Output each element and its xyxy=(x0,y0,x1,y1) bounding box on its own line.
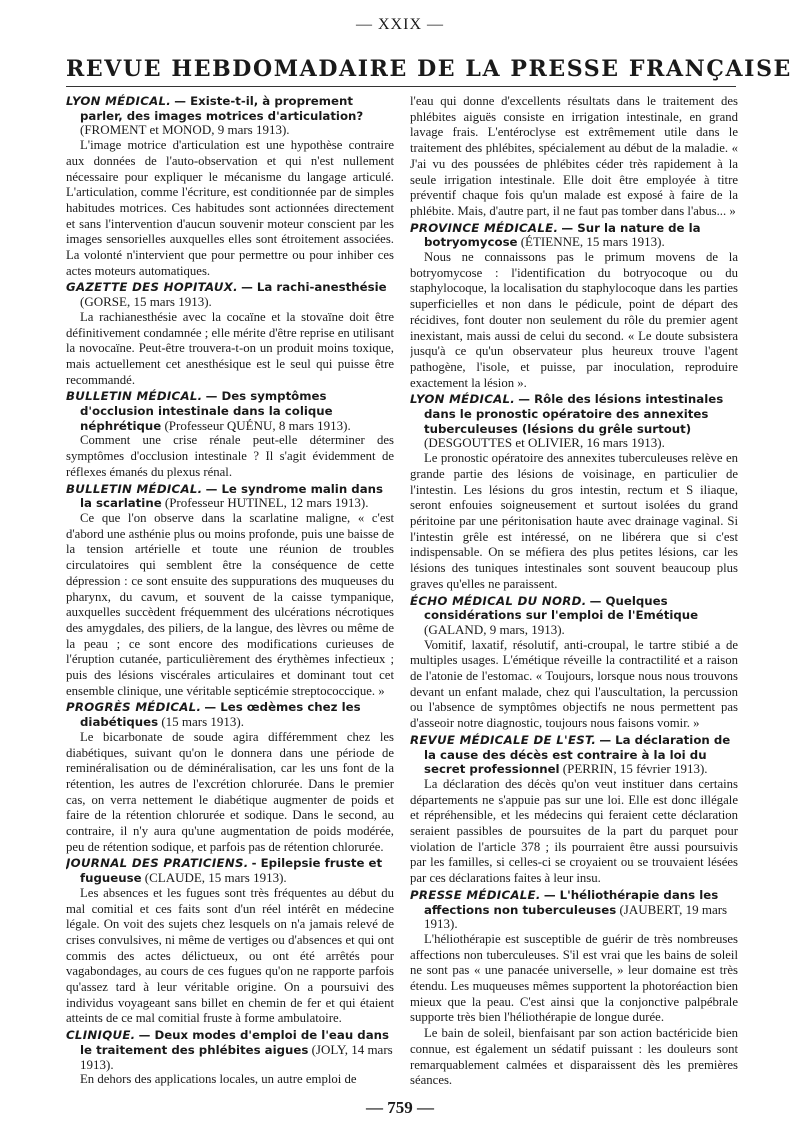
journal-source: JOURNAL DES PRATICIENS. xyxy=(66,856,249,871)
article-body: Les absences et les fugues sont très fréquentes au début du mal comitial et ces faits sont d'un réel intérêt en médecine légale. On voit des sujets chez lesquels on n'a jamais relevé de crises convulsives, ni même de vertiges ou d'absences et qui ont commis des actes délictueux, ou ont été arrêtés pour vagabondages, au cours de ces fugues qu'on ne rapporte parfois qu'assez tard à leur véritable origine. On a poursuivi des individus voyageant sans billet en chemin de fer et qui étaient atteints de ce mal comitial fruste à forme ambulatoire. xyxy=(66,885,394,1026)
article-heading xyxy=(66,280,394,309)
journal-source: PROVINCE MÉDICALE. xyxy=(410,220,559,235)
article-body: En dehors des applications locales, un autre emploi de xyxy=(80,1072,357,1087)
article-heading xyxy=(66,1028,394,1072)
article-body: Vomitif, laxatif, résolutif, anti-croupal, le tartre stibié a de multiples usages. L'émétique réveille la contractilité et a raison de l'atonie de l'estomac. « Toujours, lorsque nous nous trouvons devant un enfant malade, chez qui l'auscultation, la percussion ou l'absence de symptômes objectifs ne nous permettent pas d'asseoir notre diagnostic, toujours nous faisons vomir. » xyxy=(410,637,738,731)
article-heading xyxy=(66,389,394,433)
right-column xyxy=(410,94,738,1094)
article-heading xyxy=(410,392,738,451)
article-reference: (ÉTIENNE, 15 mars 1913). xyxy=(520,234,665,250)
journal-source: ÉCHO MÉDICAL DU NORD. xyxy=(410,593,587,608)
article-body: La déclaration des décès qu'on veut instituer dans certains départements ne s'appuie pas sur une loi. Elle est donc illégale et répréhensible, et les médecins qui feraient cette déclaration seraient passibles de poursuites de la part du parquet pour violation de l'article 378 ; ils pourraient être aussi poursuivis par les familles, si celles-ci se croyaient ou se trouvaient lésées par ces déclarations faites à leur insu. xyxy=(410,776,738,886)
article-entry xyxy=(66,389,394,480)
article-body: Le pronostic opératoire des annexites tuberculeuses relève en grande partie des lésions de voisinage, en particulier de l'intestin. Les lésions du gros intestin, rectum et S iliaque, seront enfouies soigneusement et surtout isolées du grand péritoine par une péritonisation haute avec drainage vaginal. Si l'intestin grêle est intéressé, on ne libérera que si c'est indispensable. On se méfiera des plus petites lésions, car les lésions des tuniques intestinales sont souvent beaucoup plus graves qu'elles ne paraissent. xyxy=(410,451,738,591)
article-reference: (DESGOUTTES et OLIVIER, 16 mars 1913). xyxy=(424,435,665,451)
article-entry xyxy=(410,392,738,592)
journal-source: PROGRÈS MÉDICAL. xyxy=(66,700,202,715)
article-entry xyxy=(410,888,738,1089)
article-title: — Quelques considérations sur l'emploi de l'Emétique xyxy=(424,593,699,623)
article-title: — Les œdèmes chez les diabétiques xyxy=(80,700,361,730)
article-reference: (GALAND, 9 mars, 1913). xyxy=(424,621,565,637)
page-number: — 759 — xyxy=(366,1098,434,1117)
article-entry xyxy=(66,700,394,855)
journal-source: BULLETIN MÉDICAL. xyxy=(66,389,203,404)
article-body: Nous ne connaissons pas le primum movens de la botryomycose : l'identification du botryocoque ou du staphylocoque, la localisation du staphylocoque dans les parties superficielles et non dans le pédicule, point de départ des récidives, font douter non seulement du rôle du premier agent inexistant, mais aussi de celui du second. « Le doute subsistera jusqu'à ce qu'un observateur plus heureux trouve l'agent pathogène, l'isole, et puisse, par inoculation, reproduire exactement la lésion ». xyxy=(410,250,738,390)
article-body-paragraph: Le bain de soleil, bienfaisant par son action bactéricide bien connue, est également un sédatif puissant : les douleurs sont remarquablement calmées et disparaissent dès les premières séances. xyxy=(410,1026,738,1088)
article-entry xyxy=(66,280,394,388)
article-reference: (PERRIN, 15 février 1913). xyxy=(562,761,708,777)
journal-source: REVUE MÉDICALE DE L'EST. xyxy=(410,732,597,747)
article-entry xyxy=(410,94,738,220)
article-heading xyxy=(66,94,394,138)
article-entry xyxy=(66,94,394,279)
article-body: Comment une crise rénale peut-elle déterminer des symptômes d'occlusion intestinale ? Il s'agit évidemment de réflexes émanés du plexus rénal. xyxy=(66,433,394,479)
journal-source: LYON MÉDICAL. xyxy=(66,94,172,108)
article-heading xyxy=(410,733,738,777)
page-number-roman: — XXIX — xyxy=(356,16,444,33)
article-body: Ce que l'on observe dans la scarlatine maligne, « c'est d'abord une asthénie plus ou moins profonde, puis une baisse de la tension artérielle et toute une réunion de troubles circulatoires qui semblent être la conséquence de cette dépression : ce sont ensuite des suppurations des muqueuses du pharynx, du cavum, et souvent de la caisse tympanique, auxquelles succèdent fréquemment des ulcérations nécrotiques des amygdales, des piliers, de la langue, des lèvres ou même de la peau ; ce sont encore des modifications curieuses de l'éruption cutanée, particulièrement des érythèmes infectieux ; puis des lésions viscérales articulaires et dominant tout cet ensemble clinique, une véritable septicémie streptococcique. » xyxy=(66,510,394,698)
article-entry xyxy=(66,482,394,700)
article-reference: (Professeur QUÉNU, 8 mars 1913). xyxy=(164,417,351,433)
journal-source: BULLETIN MÉDICAL. xyxy=(66,481,203,496)
article-title: — Sur la nature de la botryomycose xyxy=(424,220,701,250)
journal-source: PRESSE MÉDICALE. xyxy=(410,887,541,902)
article-heading xyxy=(66,856,394,885)
journal-source: CLINIQUE. xyxy=(66,1028,136,1043)
article-reference: (CLAUDE, 15 mars 1913). xyxy=(144,870,287,886)
journal-source: GAZETTE DES HOPITAUX. xyxy=(66,280,238,295)
masthead-rule xyxy=(66,86,736,87)
journal-source: LYON MÉDICAL. xyxy=(410,392,516,407)
article-body: L'héliothérapie est susceptible de guérir de très nombreuses affections non tuberculeuses. S'il est vrai que les bains de soleil ne sont pas « une panacée universelle, » leur domaine est très étendu. Les muqueuses mêmes supportent la photoréaction bien mieux que la peau. C'est ainsi que la conjonctive palpébrale supporte très bien l'héliothérapie de longue durée. xyxy=(410,931,738,1025)
article-entry xyxy=(66,1028,394,1088)
article-title: - Epilepsie fruste et fugueuse xyxy=(80,856,383,886)
article-title: — Existe-t-il, à proprement parler, des images motrices d'articulation? xyxy=(80,94,364,123)
article-reference: (GORSE, 15 mars 1913). xyxy=(80,294,212,310)
article-heading xyxy=(410,221,738,250)
article-entry xyxy=(410,221,738,392)
article-title: — Des symptômes d'occlusion intestinale dans la colique néphrétique xyxy=(80,389,333,433)
article-reference: (JAUBERT, 19 mars 1913). xyxy=(424,901,728,932)
article-heading xyxy=(410,888,738,932)
article-heading xyxy=(410,594,738,638)
article-body: Le bicarbonate de soude agira différemment chez les diabétiques, suivant qu'on le donnera dans une période de reminéralisation ou de déminéralisation, car les uns font de la rétention, les autres de l'excrétion chlorurée. Dans le premier cas, on verra nettement le diabétique augmenter de poids et faire de la rétention chlorurée et sodique. Dans le second, au contraire, il n'y aura qu'une augmentation de poids modérée, peu de rétention sodique, et parfois pas de rétention chlorurée. xyxy=(66,729,394,854)
article-title: — Rôle des lésions intestinales dans le pronostic opératoire des annexites tuberculeuses (lésions du grêle surtout) xyxy=(424,392,724,436)
article-heading xyxy=(66,482,394,511)
article-title: — L'héliothérapie dans les affections non tuberculeuses xyxy=(424,887,719,917)
article-entry xyxy=(66,856,394,1027)
article-title: — Deux modes d'emploi de l'eau dans le traitement des phlébites aigues xyxy=(80,1028,389,1057)
article-reference: (JOLY, 14 mars 1913). xyxy=(80,1041,393,1072)
article-title: — La déclaration de la cause des décès est contraire à la loi du secret professionnel xyxy=(424,732,731,777)
article-body: L'image motrice d'articulation est une hypothèse contraire aux données de l'auto-observation et qui n'est nullement nécessaire pour expliquer le mécanisme du langage articulé. L'articulation, comme l'écriture, est conditionnée par de simples habitudes motrices. Ces habitudes sont actionnées directement et sans l'intervention d'aucun souvenir moteur conscient par les images sensorielles auxquelles elles sont étroitement associées. La volonté n'intervient que pour permettre ou pour inhiber ces actes moteurs automatiques. xyxy=(66,138,394,278)
article-body: l'eau qui donne d'excellents résultats dans le traitement des phlébites aiguës consiste en irrigation intestinale, en grand lavage frais. L'entéroclyse est extrêmement utile dans le traitement des phlébites, spécialement au début de la maladie. « J'ai vu des poussées de phlébites céder très rapidement à la seule irrigation intestinale. Elle doit être employée à titre préventif chaque fois qu'un malade est exposé à faire de la phlébite. Mais, d'autre part, il ne faut pas tomber dans l'abus... » xyxy=(410,94,738,218)
article-title: — Le syndrome malin dans la scarlatine xyxy=(80,481,383,511)
article-heading xyxy=(66,700,394,729)
article-entry xyxy=(410,733,738,887)
article-title: — La rachi-anesthésie xyxy=(241,280,387,295)
masthead-title: REVUE HEBDOMADAIRE DE LA PRESSE FRANÇAISE xyxy=(66,56,792,82)
article-body: La rachianesthésie avec la cocaïne et la stovaïne doit être définitivement condamnée ; elle mérite d'être reprise en utilisant la novocaïne. Peut-être trouvera-t-on un produit moins toxique, mais actuellement cet anesthésique est le seul qui puisse être recommandé. xyxy=(66,309,394,387)
article-entry xyxy=(410,594,738,732)
article-reference: (Professeur HUTINEL, 12 mars 1913). xyxy=(164,495,369,511)
left-column xyxy=(66,94,394,1094)
article-reference: (15 mars 1913). xyxy=(161,714,245,730)
article-reference: (FROMENT et MONOD, 9 mars 1913). xyxy=(80,122,290,138)
